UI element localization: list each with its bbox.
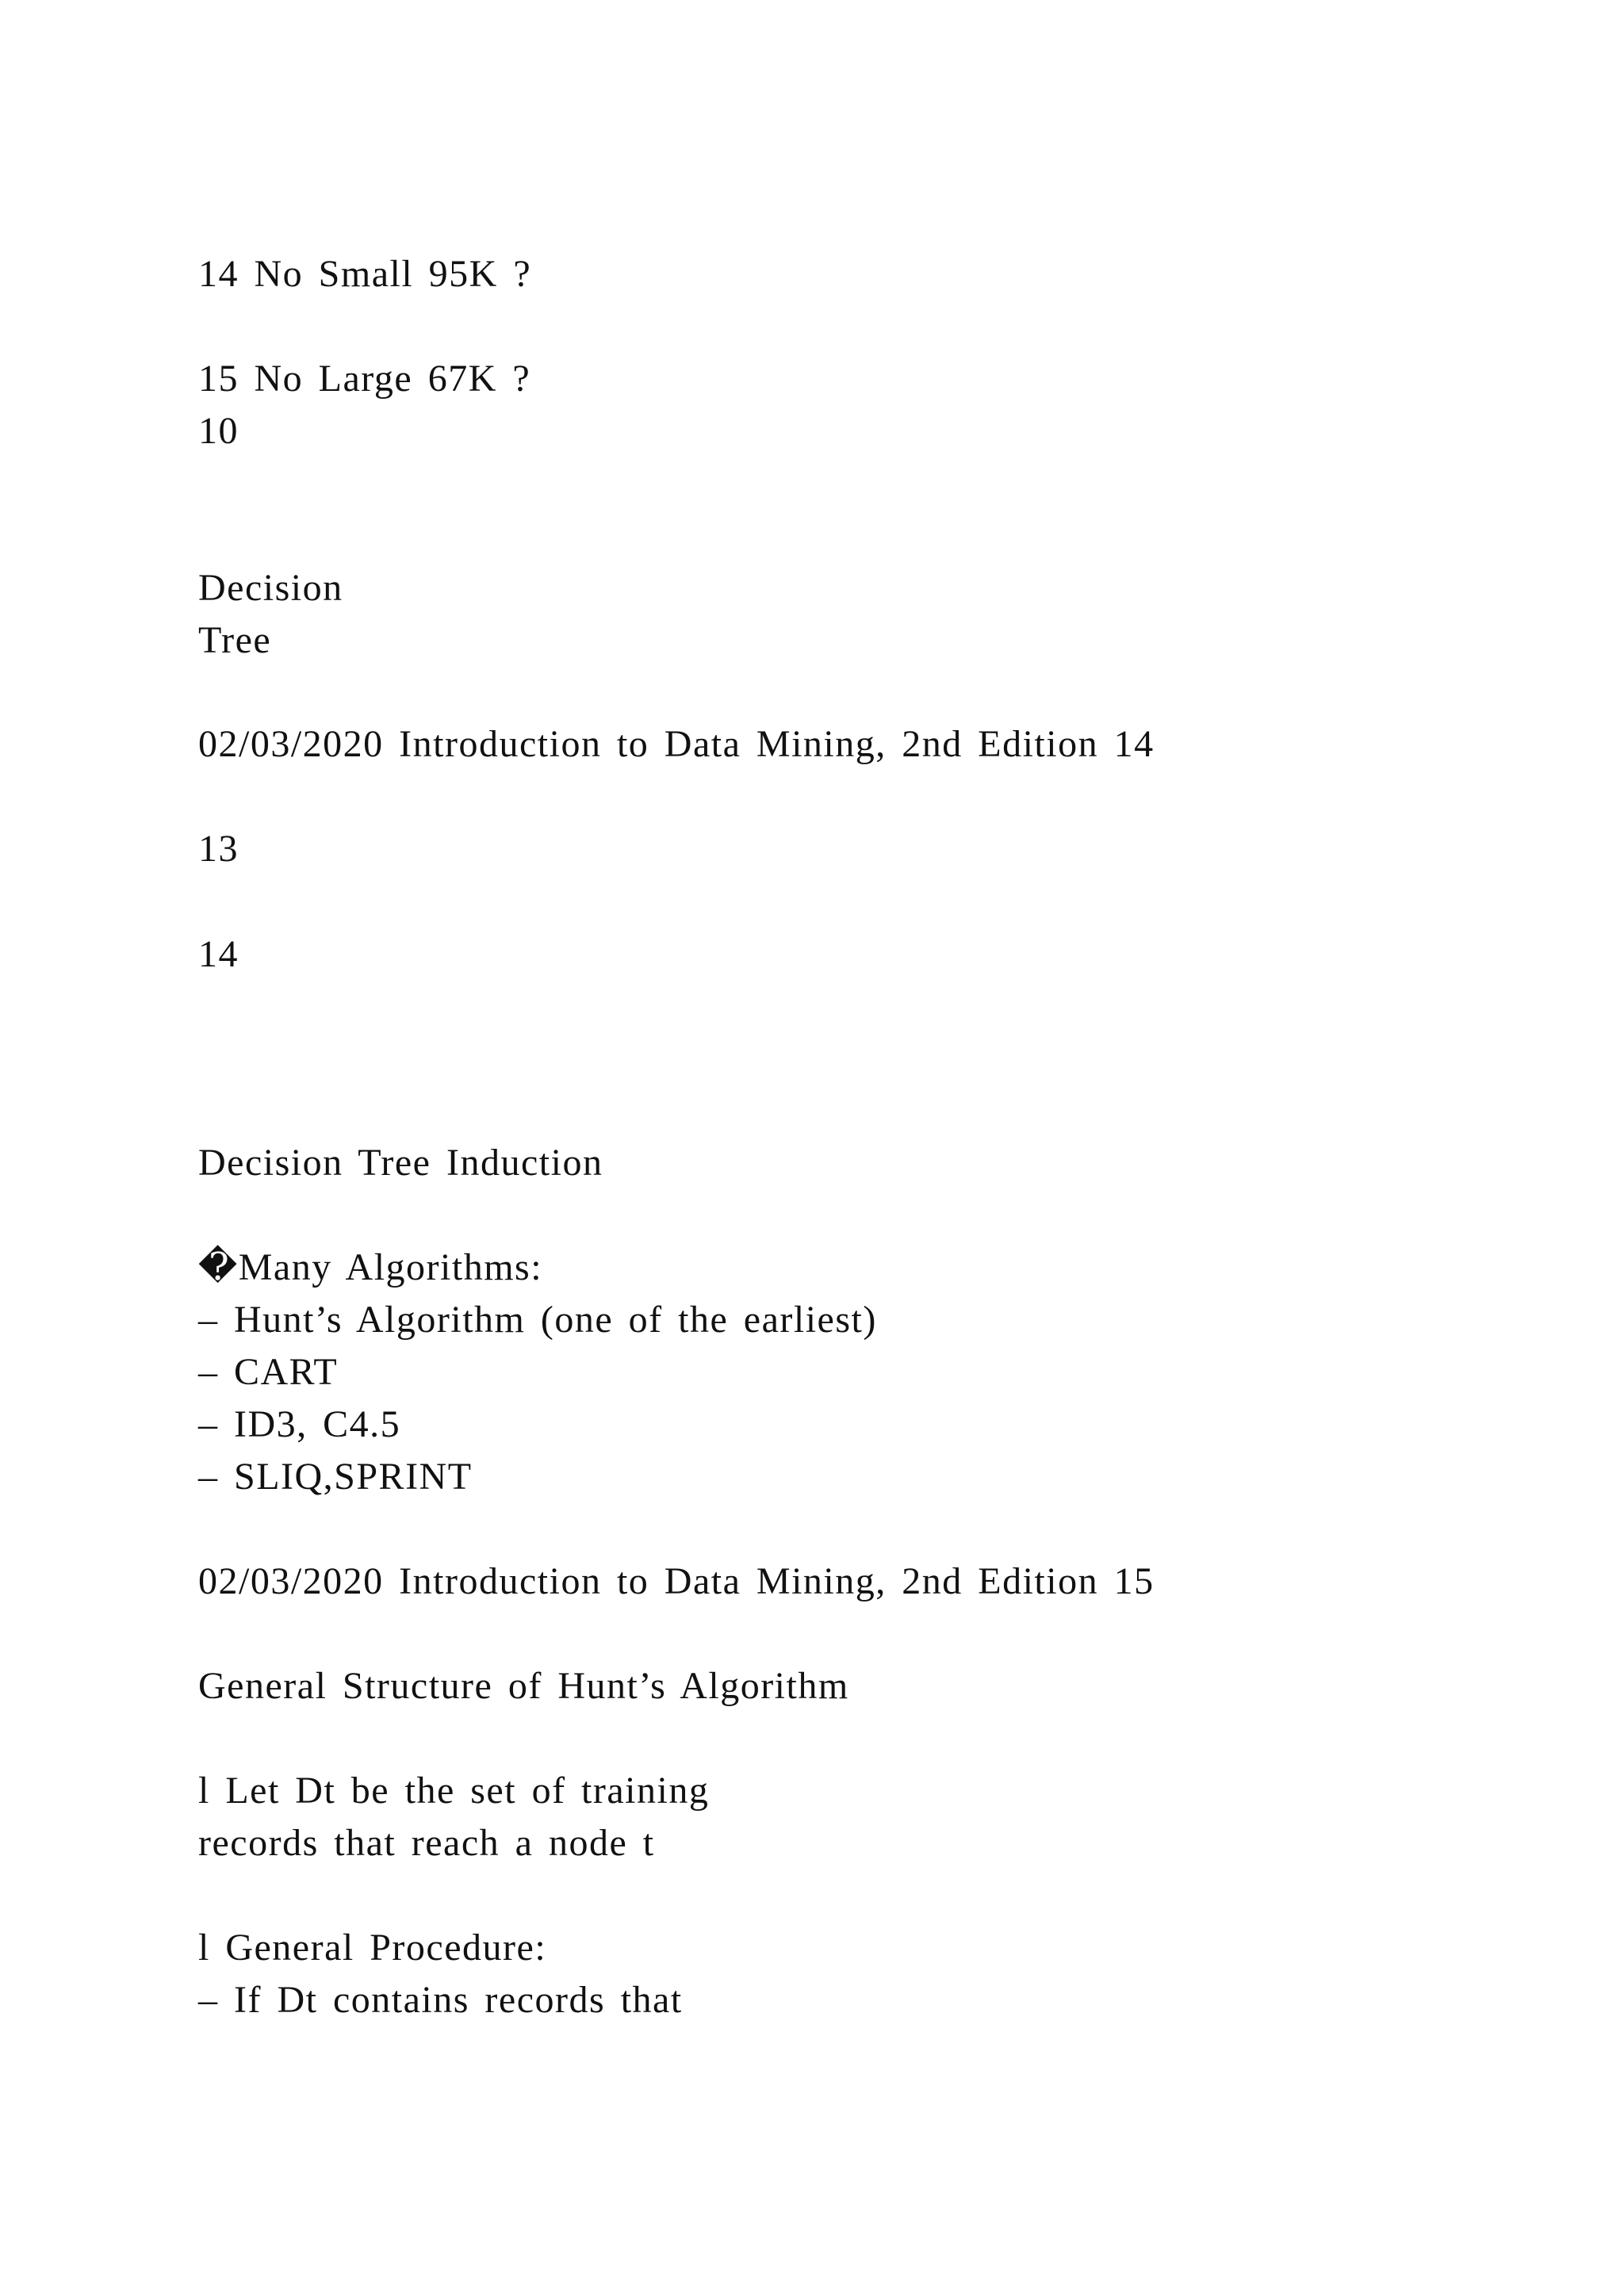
section-heading-decision-tree-induction: Decision Tree Induction	[198, 1142, 603, 1184]
table-footer-count: 10	[198, 410, 239, 452]
bullet-let-dt-continued: records that reach a node t	[198, 1822, 655, 1864]
table-row-14: 14 No Small 95K ?	[198, 253, 532, 295]
slide-footer-15: 02/03/2020 Introduction to Data Mining, 2nd Edition 15	[198, 1560, 1155, 1602]
list-item-hunts-algorithm: – Hunt’s Algorithm (one of the earliest)	[198, 1299, 877, 1341]
page-number-14: 14	[198, 933, 239, 975]
list-heading-many-algorithms: �Many Algorithms:	[198, 1246, 543, 1288]
caption-tree: Tree	[198, 619, 272, 661]
list-item-sliq-sprint: – SLIQ,SPRINT	[198, 1456, 473, 1498]
section-heading-general-structure: General Structure of Hunt’s Algorithm	[198, 1665, 849, 1707]
list-item-id3-c45: – ID3, C4.5	[198, 1403, 401, 1445]
slide-footer-14: 02/03/2020 Introduction to Data Mining, 2nd Edition 14	[198, 723, 1155, 765]
table-row-15: 15 No Large 67K ?	[198, 358, 531, 400]
bullet-general-procedure: l General Procedure:	[198, 1927, 547, 1969]
list-item-cart: – CART	[198, 1351, 339, 1393]
procedure-step-if-dt: – If Dt contains records that	[198, 1979, 683, 2021]
caption-decision: Decision	[198, 567, 343, 609]
page-number-13: 13	[198, 828, 239, 870]
bullet-let-dt: l Let Dt be the set of training	[198, 1770, 710, 1812]
